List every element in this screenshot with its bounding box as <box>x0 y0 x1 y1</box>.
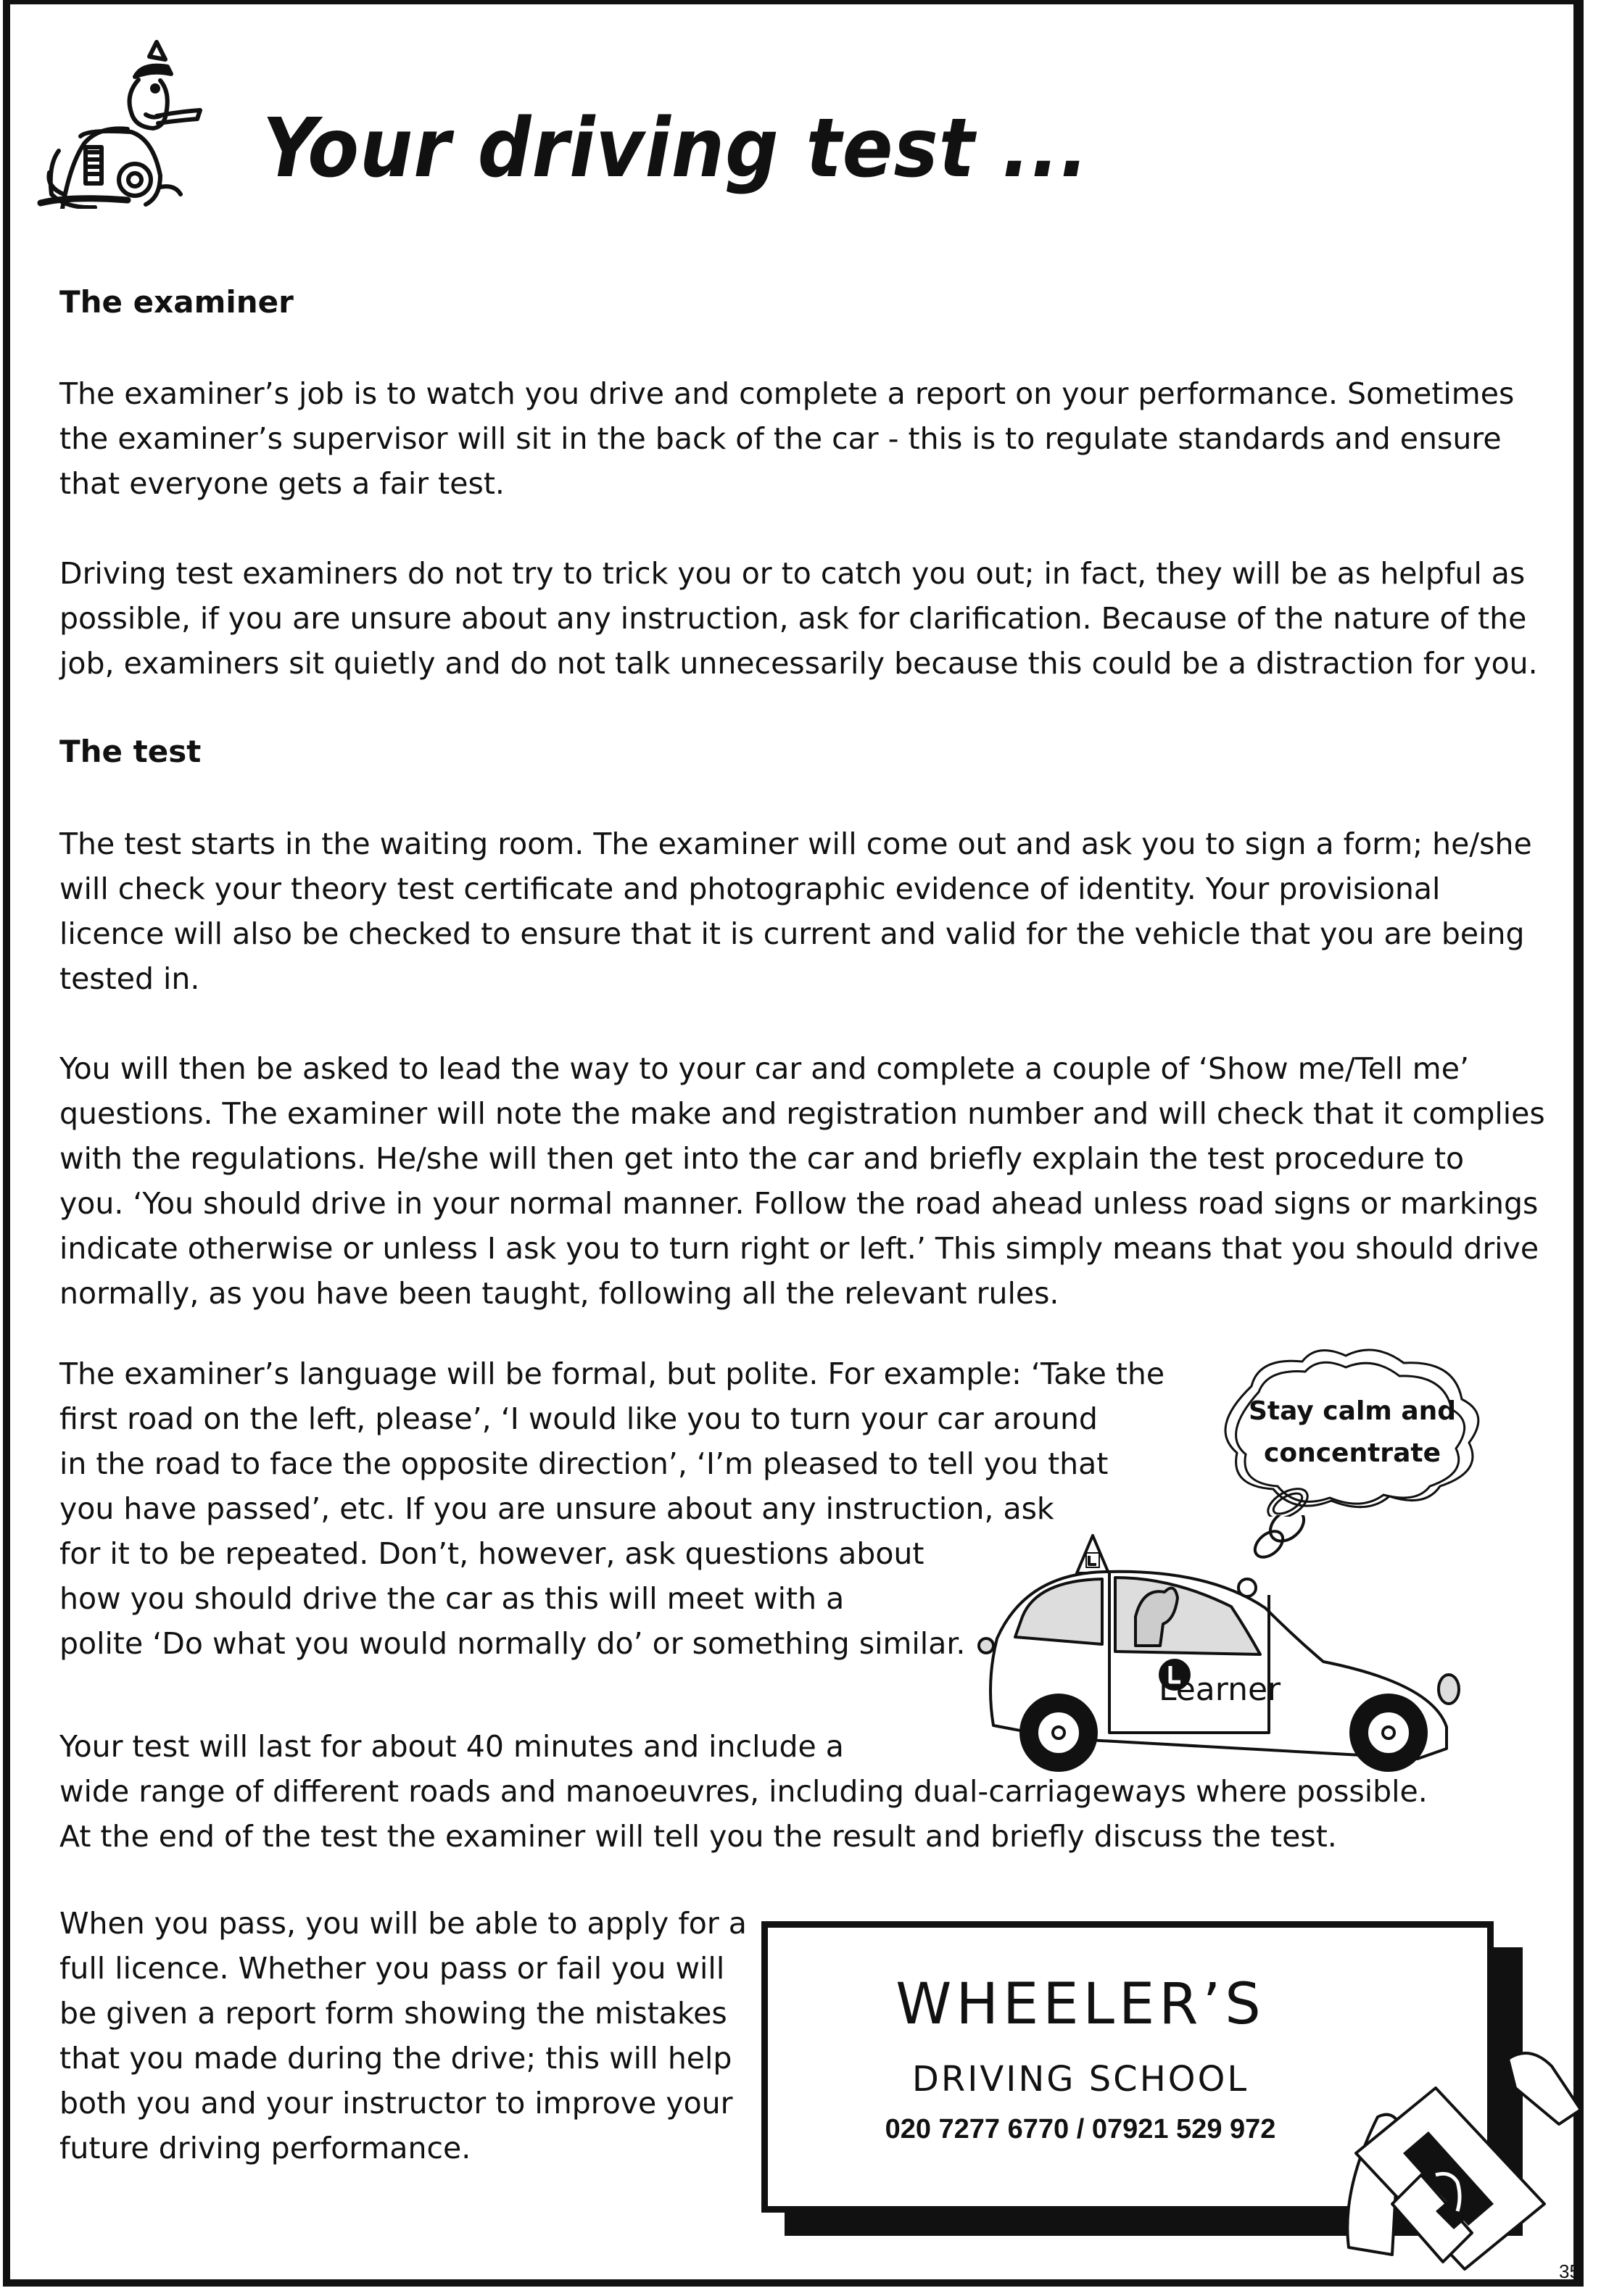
advert-subtitle: DRIVING SCHOOL <box>911 2059 1249 2100</box>
text-line: Your test will last for about 40 minutes and include a <box>59 1729 844 1764</box>
text-line: possible, if you are unsure about any instruction, ask for clarification. Because of the nature of the <box>59 601 1527 636</box>
text-line: full licence. Whether you pass or fail you will <box>59 1951 725 1986</box>
text-line: tested in. <box>59 961 200 996</box>
paragraph-test-start <box>59 821 1532 1001</box>
text-line: future driving performance. <box>59 2131 471 2166</box>
text-line: that everyone gets a fair test. <box>59 466 505 501</box>
advert-phone-numbers: 020 7277 6770 / 07921 529 972 <box>885 2114 1276 2144</box>
page-number: 35 <box>1559 2260 1580 2282</box>
thought-bubble-text <box>1233 1391 1472 1475</box>
text-line: questions. The examiner will note the make and registration number and will check that it complies <box>59 1096 1545 1131</box>
text-line: normally, as you have been taught, following all the relevant rules. <box>59 1276 1059 1311</box>
thought-bubble-line-1: Stay calm and <box>1248 1396 1457 1426</box>
text-line: will check your theory test certificate and photographic evidence of identity. Your provisional <box>59 871 1441 906</box>
text-line: polite ‘Do what you would normally do’ or something similar. <box>59 1626 966 1661</box>
paragraph-after-test <box>59 1901 747 2171</box>
page-title: Your driving test ... <box>262 101 1089 196</box>
section-heading-examiner: The examiner <box>59 284 294 320</box>
text-line: that you made during the drive; this will help <box>59 2041 732 2076</box>
learner-door-label: Learner <box>1159 1671 1281 1708</box>
text-line: you have passed’, etc. If you are unsure about any instruction, ask <box>59 1491 1054 1526</box>
learner-car-illustration <box>964 1515 1486 1776</box>
text-line: for it to be repeated. Don’t, however, ask questions about <box>59 1536 924 1571</box>
text-line: wide range of different roads and manoeuvres, including dual-carriageways where possible. <box>59 1774 1428 1809</box>
paragraph-examiner-role <box>59 371 1514 506</box>
text-line: be given a report form showing the mistakes <box>59 1996 727 2031</box>
text-line: both you and your instructor to improve your <box>59 2086 733 2121</box>
cartoon-driver-car-icon <box>26 28 236 209</box>
text-line: in the road to face the opposite direction’, ‘I’m pleased to tell you that <box>59 1446 1109 1481</box>
text-line: first road on the left, please’, ‘I would like you to turn your car around <box>59 1401 1098 1436</box>
text-line: The examiner’s job is to watch you drive and complete a report on your performance. Sometimes <box>59 376 1515 411</box>
text-line: Driving test examiners do not try to trick you or to catch you out; in fact, they will be as helpful as <box>59 556 1526 591</box>
text-line: licence will also be checked to ensure that it is current and valid for the vehicle that you are being <box>59 916 1525 951</box>
paragraph-show-me-tell-me <box>59 1046 1545 1316</box>
torn-l-plate-icon <box>1291 2030 1581 2284</box>
text-line: indicate otherwise or unless I ask you to turn right or left.’ This simply means that you should drive <box>59 1231 1539 1266</box>
text-line: At the end of the test the examiner will tell you the result and briefly discuss the test. <box>59 1819 1337 1854</box>
text-line: You will then be asked to lead the way to your car and complete a couple of ‘Show me/Tell me’ <box>59 1051 1469 1086</box>
text-line: job, examiners sit quietly and do not talk unnecessarily because this could be a distraction for you. <box>59 646 1538 681</box>
text-line: The test starts in the waiting room. The examiner will come out and ask you to sign a form; he/she <box>59 826 1532 861</box>
text-line: with the regulations. He/she will then get into the car and briefly explain the test procedure to <box>59 1141 1465 1176</box>
thought-bubble-line-2: concentrate <box>1264 1438 1441 1468</box>
text-line: you. ‘You should drive in your normal manner. Follow the road ahead unless road signs or markings <box>59 1186 1539 1221</box>
section-heading-test: The test <box>59 734 202 769</box>
text-line: how you should drive the car as this will meet with a <box>59 1581 845 1616</box>
paragraph-examiner-helpful <box>59 551 1538 686</box>
text-line: The examiner’s language will be formal, but polite. For example: ‘Take the <box>59 1356 1165 1391</box>
text-line: the examiner’s supervisor will sit in the back of the car - this is to regulate standards and ensure <box>59 421 1502 456</box>
advert-school-name: WHEELER’S <box>895 1972 1265 2037</box>
text-line: When you pass, you will be able to apply for a <box>59 1906 747 1941</box>
